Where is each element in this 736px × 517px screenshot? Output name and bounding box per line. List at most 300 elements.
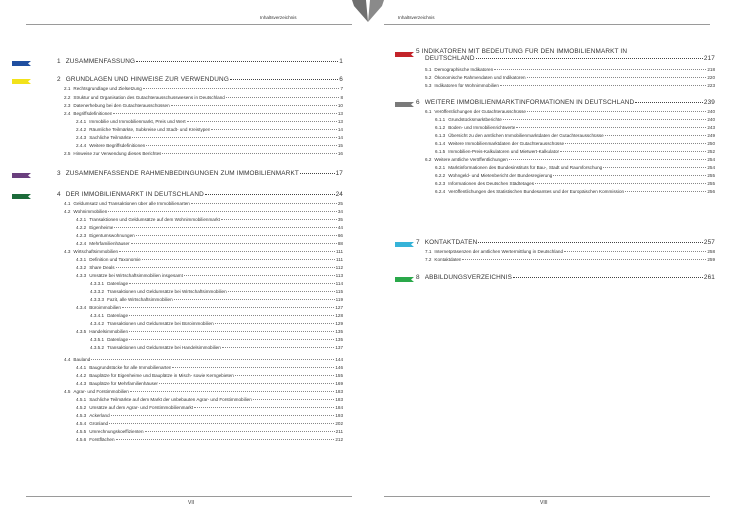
toc-chapter-2[interactable] <box>57 76 343 83</box>
toc-entry-4-2[interactable] <box>64 209 343 214</box>
toc-entry-number: 4.3.4 <box>76 305 87 310</box>
toc-entry-title: Übersicht zu den amtlichen Immobilienmarktdaten der Gutachterausschüsse <box>448 133 604 138</box>
toc-dot-leader <box>129 331 334 332</box>
toc-entry-4-3-5-2[interactable] <box>90 345 343 350</box>
toc-entry-title: Immobilien-Preis-Kalkulatoren und Mietwert-Kalkulator <box>448 149 560 154</box>
toc-entry-number: 7.1 <box>425 249 432 254</box>
toc-entry-number: 4.4 <box>64 357 71 362</box>
toc-entry-2-5[interactable] <box>64 151 343 156</box>
toc-entry-number: 4.3 <box>64 249 71 254</box>
toc-entry-2-4[interactable] <box>64 111 343 116</box>
toc-entry-2-2[interactable] <box>64 95 343 100</box>
toc-entry-4-3-3-1[interactable] <box>90 281 343 286</box>
toc-entry-number: 4.3.5.1 <box>90 337 105 342</box>
toc-entry-2-4-1[interactable] <box>76 119 343 124</box>
toc-dot-leader <box>300 173 335 174</box>
toc-entry-number: 6.1.2 <box>435 125 446 130</box>
toc-entry-number: 4.1 <box>64 201 71 206</box>
toc-entry-number: 4 <box>57 191 61 198</box>
toc-dot-leader <box>109 423 334 424</box>
toc-dot-leader <box>142 259 335 260</box>
toc-entry-page: 240 <box>707 109 715 114</box>
toc-entry-page: 211 <box>335 429 343 434</box>
toc-entry-title: Weitere amtliche Veröffentlichungen <box>434 157 508 162</box>
toc-entry-page: 258 <box>707 249 715 254</box>
toc-entry-number: 4.5.1 <box>76 397 87 402</box>
toc-entry-title: Ökonomische Rahmendaten und Indikatoren <box>434 75 526 80</box>
toc-entry-title: DER IMMOBILIENMARKT IN DEUTSCHLAND <box>65 191 204 198</box>
toc-dot-leader <box>132 137 337 138</box>
toc-entry-page: 256 <box>707 189 715 194</box>
toc-entry-number: 6.1.1 <box>435 117 446 122</box>
toc-entry-page: 13 <box>337 119 343 124</box>
gutter-tab-icon <box>352 0 384 26</box>
toc-entry-4-3-5[interactable] <box>76 329 343 334</box>
toc-entry-4-4-1[interactable] <box>76 365 343 370</box>
toc-dot-leader <box>527 111 706 112</box>
toc-entry-number: 4.5.6 <box>76 437 87 442</box>
toc-entry-page: 35 <box>337 217 343 222</box>
toc-dot-leader <box>146 145 337 146</box>
toc-entry-title: Veröffentlichungen des Statistischen Bundesamtes und der Europäischen Kommission <box>448 189 625 194</box>
toc-entry-number: 4.3.4.2 <box>90 321 105 326</box>
toc-dot-leader <box>184 275 335 276</box>
toc-entry-page: 217 <box>703 55 715 62</box>
toc-entry-number: 2 <box>57 76 61 83</box>
toc-entry-page: 135 <box>335 337 343 342</box>
toc-dot-leader <box>603 167 706 168</box>
toc-entry-page: 128 <box>335 313 343 318</box>
toc-entry-4-1[interactable] <box>64 201 343 206</box>
toc-entry-title: Boden- und Immobilienrichtwerte <box>448 125 516 130</box>
toc-entry-title: Kontaktdaten <box>434 257 462 262</box>
toc-entry-title: Baugrundstücke für alle Immobilienarten <box>89 365 172 370</box>
toc-entry-number: 2.4.3 <box>76 135 87 140</box>
toc-chapter-5-line1[interactable] <box>416 48 715 55</box>
toc-entry-title: ABBILDUNGSVERZEICHNIS <box>424 274 513 281</box>
toc-chapter-1[interactable] <box>57 58 343 65</box>
toc-entry-4-5-3[interactable] <box>76 413 343 418</box>
toc-entry-number: 2.4.1 <box>76 119 87 124</box>
chapter-3-flag-icon <box>12 173 31 178</box>
toc-entry-title: Sachliche Teilmärkte <box>89 135 132 140</box>
toc-entry-6-2[interactable] <box>425 157 715 162</box>
toc-entry-page: 220 <box>707 75 715 80</box>
toc-dot-leader <box>174 299 335 300</box>
toc-entry-4-3-4-1[interactable] <box>90 313 343 318</box>
toc-entry-4-2-2[interactable] <box>76 225 343 230</box>
right-footer-rule <box>384 496 710 497</box>
toc-entry-page: 112 <box>335 265 343 270</box>
toc-entry-number: 2.4.4 <box>76 143 87 148</box>
toc-dot-leader <box>553 175 706 176</box>
toc-dot-leader <box>136 61 338 62</box>
toc-entry-page: 15 <box>337 143 343 148</box>
toc-entry-title: Wohnimmobilien <box>73 209 108 214</box>
toc-entry-page: 115 <box>335 289 343 294</box>
toc-entry-page: 24 <box>335 191 343 198</box>
toc-entry-number: 5.1 <box>425 67 432 72</box>
toc-entry-page: 202 <box>335 421 343 426</box>
toc-dot-leader <box>462 259 706 260</box>
toc-entry-4-3-5-1[interactable] <box>90 337 343 342</box>
toc-entry-6-1-5[interactable] <box>435 149 715 154</box>
toc-entry-number: 6.1 <box>425 109 432 114</box>
toc-entry-number: 4.4.1 <box>76 365 87 370</box>
toc-dot-leader <box>108 211 337 212</box>
toc-entry-title: Transaktionen und Geldumsätze bei Handelsimmobilien <box>107 345 221 350</box>
toc-entry-title: Definition und Taxonomie <box>89 257 141 262</box>
toc-entry-number: 2.3 <box>64 103 71 108</box>
toc-dot-leader <box>235 375 335 376</box>
toc-entry-number: 6.2.3 <box>435 181 446 186</box>
chapter-6-flag-icon <box>395 102 414 107</box>
toc-entry-4-3[interactable] <box>64 249 343 254</box>
toc-dot-leader <box>494 69 706 70</box>
toc-entry-title: Transaktionen und Geldumsätze bei Büroimmobilien <box>107 321 214 326</box>
toc-entry-4-3-2[interactable] <box>76 265 343 270</box>
toc-entry-page: 6 <box>339 76 343 83</box>
toc-entry-page: 146 <box>335 365 343 370</box>
toc-entry-page: 13 <box>337 111 343 116</box>
toc-entry-6-2-1[interactable] <box>435 165 715 170</box>
toc-entry-page: 184 <box>335 405 343 410</box>
toc-entry-number: 1 <box>57 58 61 65</box>
toc-dot-leader <box>535 183 706 184</box>
right-page <box>368 0 736 517</box>
toc-dot-leader <box>503 119 706 120</box>
toc-chapter-7[interactable] <box>416 239 715 246</box>
toc-entry-page: 218 <box>707 67 715 72</box>
toc-entry-page: 25 <box>337 201 343 206</box>
toc-entry-page: 252 <box>707 149 715 154</box>
toc-entry-2-4-4[interactable] <box>76 143 343 148</box>
chapter-4-flag-icon <box>12 194 31 199</box>
toc-entry-title: Büroimmobilien <box>89 305 121 310</box>
toc-entry-number: 6.1.4 <box>435 141 446 146</box>
toc-dot-leader <box>635 102 703 103</box>
toc-entry-title: Transaktionen und Geldumsätze auf dem Wohnimmobilienmarkt <box>89 217 220 222</box>
toc-entry-number: 2.4 <box>64 111 71 116</box>
toc-entry-page: 88 <box>337 241 343 246</box>
toc-entry-5-3[interactable] <box>425 83 715 88</box>
toc-dot-leader <box>116 439 335 440</box>
toc-entry-5-1[interactable] <box>425 67 715 72</box>
toc-dot-leader <box>191 203 337 204</box>
toc-entry-page: 257 <box>703 239 715 246</box>
toc-entry-page: 66 <box>337 233 343 238</box>
toc-entry-number: 6.2.4 <box>435 189 446 194</box>
toc-entry-number: 2.1 <box>64 86 71 91</box>
left-page-number: VII <box>188 500 195 506</box>
toc-entry-title: KONTAKTDATEN <box>424 239 478 246</box>
toc-dot-leader <box>143 88 340 89</box>
toc-entry-page: 8 <box>340 95 343 100</box>
chapter-5-flag-icon <box>395 52 414 57</box>
toc-entry-title: Datenerhebung bei den Gutachterausschüssen <box>73 103 170 108</box>
toc-chapter-3[interactable] <box>57 170 343 177</box>
toc-entry-2-1[interactable] <box>64 86 343 91</box>
toc-entry-4-4-2[interactable] <box>76 373 343 378</box>
toc-dot-leader <box>129 283 335 284</box>
toc-dot-leader <box>527 77 707 78</box>
toc-entry-title: Wirtschaftsimmobilien <box>73 249 119 254</box>
toc-dot-leader <box>564 251 706 252</box>
toc-entry-number: 2.5 <box>64 151 71 156</box>
toc-entry-page: 7 <box>340 86 343 91</box>
toc-entry-4-3-4[interactable] <box>76 305 343 310</box>
toc-entry-number: 6.2.1 <box>435 165 446 170</box>
toc-entry-number: 6.1.3 <box>435 133 446 138</box>
toc-dot-leader <box>516 127 706 128</box>
toc-dot-leader <box>513 277 703 278</box>
toc-entry-6-1[interactable] <box>425 109 715 114</box>
toc-entry-number: 4.4.3 <box>76 381 87 386</box>
toc-entry-page: 255 <box>707 181 715 186</box>
toc-entry-4-5[interactable] <box>64 389 343 394</box>
toc-dot-leader <box>145 431 335 432</box>
toc-entry-title: Veröffentlichungen der Gutachterausschüsse <box>434 109 526 114</box>
toc-entry-number: 5 <box>416 48 420 55</box>
toc-entry-page: 250 <box>707 141 715 146</box>
toc-entry-4-5-1[interactable] <box>76 397 343 402</box>
toc-dot-leader <box>171 105 337 106</box>
toc-entry-title: Eigenheime <box>89 225 114 230</box>
toc-chapter-4[interactable] <box>57 191 343 198</box>
toc-entry-2-4-2[interactable] <box>76 127 343 132</box>
toc-dot-leader <box>113 113 336 114</box>
toc-dot-leader <box>119 251 335 252</box>
toc-entry-4-5-6[interactable] <box>76 437 343 442</box>
toc-entry-title: Sachliche Teilmärkte auf dem Markt der unbebauten Agrar- und Forstimmobilien <box>89 397 252 402</box>
toc-chapter-8[interactable] <box>416 274 715 281</box>
toc-entry-title: Share Deals <box>89 265 115 270</box>
toc-entry-6-2-3[interactable] <box>435 181 715 186</box>
toc-entry-page: 144 <box>335 357 343 362</box>
toc-entry-number: 7 <box>416 239 420 246</box>
toc-entry-title: Rechtsgrundlage und Zielsetzung <box>73 86 142 91</box>
toc-entry-title: Eigentumswohnungen <box>89 233 135 238</box>
toc-entry-title: Bauplätze für Mehrfamilienhäuser <box>89 381 158 386</box>
toc-entry-page: 254 <box>707 157 715 162</box>
toc-entry-title: Umsätze bei Wirtschaftsimmobilien insgesamt <box>89 273 183 278</box>
toc-entry-number: 7.2 <box>425 257 432 262</box>
toc-entry-4-5-2[interactable] <box>76 405 343 410</box>
toc-entry-title: Internetpräsenzen der amtlichen Wertermittlung in Deutschland <box>434 249 563 254</box>
toc-entry-title-continued: DEUTSCHLAND <box>425 55 475 62</box>
toc-chapter-5-line2[interactable] <box>425 55 715 62</box>
toc-entry-title: Begriffsdefinitionen <box>73 111 113 116</box>
toc-entry-number: 4.3.1 <box>76 257 87 262</box>
right-page-number: VIII <box>540 500 548 506</box>
toc-dot-leader <box>159 383 334 384</box>
toc-dot-leader <box>194 407 334 408</box>
toc-entry-number: 5.2 <box>425 75 432 80</box>
toc-dot-leader <box>253 399 335 400</box>
toc-entry-number: 4.2 <box>64 209 71 214</box>
toc-entry-number: 4.5.3 <box>76 413 87 418</box>
toc-dot-leader <box>111 415 335 416</box>
toc-entry-title: Räumliche Teilmärkte, Subkreise und Stadt- und Kreistypen <box>89 127 211 132</box>
toc-entry-4-2-4[interactable] <box>76 241 343 246</box>
toc-entry-7-1[interactable] <box>425 249 715 254</box>
toc-entry-page: 223 <box>707 83 715 88</box>
toc-entry-number: 4.2.4 <box>76 241 87 246</box>
toc-entry-number: 6 <box>416 99 420 106</box>
toc-entry-number: 4.3.5.2 <box>90 345 105 350</box>
toc-entry-number: 6.2 <box>425 157 432 162</box>
toc-entry-number: 4.5.2 <box>76 405 87 410</box>
toc-entry-number: 4.5.5 <box>76 429 87 434</box>
toc-entry-4-3-3-2[interactable] <box>90 289 343 294</box>
toc-entry-6-1-1[interactable] <box>435 117 715 122</box>
toc-entry-title: Datenlage <box>107 281 129 286</box>
toc-entry-page: 239 <box>703 99 715 106</box>
toc-entry-number: 4.4.2 <box>76 373 87 378</box>
toc-entry-page: 155 <box>335 373 343 378</box>
toc-entry-title: Marktinformationen des Bundesinstituts für Bau-, Stadt und Raumforschung <box>448 165 603 170</box>
toc-entry-number: 4.5 <box>64 389 71 394</box>
toc-entry-4-4-3[interactable] <box>76 381 343 386</box>
toc-chapter-6[interactable] <box>416 99 715 106</box>
toc-entry-title: WEITERE IMMOBILIENMARKTINFORMATIONEN IN DEUTSCHLAND <box>424 99 635 106</box>
toc-entry-6-1-3[interactable] <box>435 133 715 138</box>
toc-entry-6-1-2[interactable] <box>435 125 715 130</box>
toc-entry-title: GRUNDLAGEN UND HINWEISE ZUR VERWENDUNG <box>65 76 229 83</box>
toc-entry-title: ZUSAMMENFASSUNG <box>65 58 136 65</box>
toc-entry-page: 34 <box>337 209 343 214</box>
toc-dot-leader <box>136 235 337 236</box>
toc-entry-number: 4.3.4.1 <box>90 313 105 318</box>
toc-entry-number: 2.4.2 <box>76 127 87 132</box>
toc-dot-leader <box>230 79 338 80</box>
toc-entry-6-2-2[interactable] <box>435 173 715 178</box>
toc-entry-5-2[interactable] <box>425 75 715 80</box>
toc-entry-page: 44 <box>337 225 343 230</box>
toc-entry-page: 14 <box>337 135 343 140</box>
toc-entry-title: Immobilie und Immobilienmarkt, Preis und Wert <box>89 119 186 124</box>
toc-entry-page: 135 <box>335 329 343 334</box>
toc-entry-title: Struktur und Organisation des Gutachterausschusswesens in Deutschland <box>73 95 225 100</box>
toc-entry-number: 5.3 <box>425 83 432 88</box>
toc-entry-2-4-3[interactable] <box>76 135 343 140</box>
toc-dot-leader <box>221 219 337 220</box>
toc-entry-number: 4.3.3.1 <box>90 281 105 286</box>
toc-entry-4-3-3[interactable] <box>76 273 343 278</box>
toc-entry-number: 6.1.5 <box>435 149 446 154</box>
toc-entry-4-3-1[interactable] <box>76 257 343 262</box>
toc-entry-7-2[interactable] <box>425 257 715 262</box>
toc-entry-page: 129 <box>335 321 343 326</box>
left-header-label: Inhaltsverzeichnis <box>260 15 297 20</box>
toc-dot-leader <box>215 323 335 324</box>
toc-dot-leader <box>228 291 335 292</box>
toc-entry-title: Weitere Begriffsdefinitionen <box>89 143 146 148</box>
toc-entry-title: ZUSAMMENFASSENDE RAHMENBEDINGUNGEN ZUM IMMOBILIENMARKT <box>65 170 299 177</box>
toc-dot-leader <box>625 191 706 192</box>
toc-entry-page: 259 <box>707 257 715 262</box>
toc-entry-title: Mehrfamilienhäuser <box>89 241 130 246</box>
toc-entry-title: Umsätze auf dem Agrar- und Forstimmobilienmarkt <box>89 405 194 410</box>
toc-entry-4-2-3[interactable] <box>76 233 343 238</box>
left-footer-rule <box>26 496 352 497</box>
toc-entry-page: 10 <box>337 103 343 108</box>
toc-entry-title: Wohngeld- und Mietenbericht der Bundesregierung <box>448 173 553 178</box>
toc-entry-4-3-4-2[interactable] <box>90 321 343 326</box>
toc-entry-page: 127 <box>335 305 343 310</box>
toc-entry-number: 4.2.1 <box>76 217 87 222</box>
toc-dot-leader <box>509 159 707 160</box>
toc-dot-leader <box>162 153 336 154</box>
toc-entry-page: 254 <box>707 165 715 170</box>
toc-entry-title: Informationen des Deutschen Städtetages <box>448 181 535 186</box>
toc-entry-2-3[interactable] <box>64 103 343 108</box>
toc-dot-leader <box>130 391 335 392</box>
toc-entry-page: 114 <box>335 281 343 286</box>
toc-entry-page: 212 <box>335 437 343 442</box>
toc-entry-6-1-4[interactable] <box>435 141 715 146</box>
toc-dot-leader <box>122 307 334 308</box>
toc-entry-title: Datenlage <box>107 313 129 318</box>
toc-entry-number: 3 <box>57 170 61 177</box>
toc-entry-page: 255 <box>707 173 715 178</box>
toc-entry-title: Fazit, alle Wirtschaftsimmobilien <box>107 297 173 302</box>
toc-entry-title: Hinweise zur Verwendung dieses Berichtes <box>73 151 162 156</box>
toc-entry-4-2-1[interactable] <box>76 217 343 222</box>
toc-entry-page: 1 <box>339 58 343 65</box>
toc-entry-title: Umrechnungskoeffizienten <box>89 429 144 434</box>
toc-entry-title: Weitere Immobilienmarktdaten der Gutachterausschüsse <box>448 141 565 146</box>
toc-entry-page: 111 <box>336 257 343 262</box>
toc-entry-number: 4.3.3 <box>76 273 87 278</box>
toc-entry-title: INDIKATOREN MIT BEDEUTUNG FÜR DEN IMMOBILIENMARKT IN <box>419 48 628 55</box>
toc-entry-page: 119 <box>335 297 343 302</box>
toc-entry-page: 137 <box>335 345 343 350</box>
toc-dot-leader <box>129 339 334 340</box>
toc-entry-page: 193 <box>335 413 343 418</box>
toc-entry-6-2-4[interactable] <box>435 189 715 194</box>
toc-entry-page: 183 <box>335 389 343 394</box>
toc-entry-title: Transaktionen und Geldumsätze bei Wirtschaftsimmobilien <box>107 289 227 294</box>
toc-dot-leader <box>500 85 706 86</box>
toc-entry-4-3-3-3[interactable] <box>90 297 343 302</box>
toc-entry-page: 183 <box>335 397 343 402</box>
right-toc <box>368 0 736 517</box>
toc-dot-leader <box>91 359 334 360</box>
toc-entry-4-5-4[interactable] <box>76 421 343 426</box>
toc-entry-title: Demographische Indikatoren <box>434 67 494 72</box>
toc-entry-number: 2.2 <box>64 95 71 100</box>
toc-entry-page: 261 <box>703 274 715 281</box>
toc-entry-page: 169 <box>335 381 343 386</box>
toc-dot-leader <box>226 97 340 98</box>
toc-entry-4-4[interactable] <box>64 357 343 362</box>
toc-entry-page: 111 <box>336 249 343 254</box>
toc-entry-title: Bauplätze für Eigenheime und Bauplätze in Misch- sowie Kerngebieten <box>89 373 234 378</box>
toc-entry-4-5-5[interactable] <box>76 429 343 434</box>
toc-entry-title: Bauland <box>73 357 91 362</box>
toc-entry-page: 14 <box>337 127 343 132</box>
right-header-label: Inhaltsverzeichnis <box>398 15 435 20</box>
toc-dot-leader <box>131 243 337 244</box>
chapter-7-flag-icon <box>395 242 414 247</box>
toc-entry-number: 4.3.2 <box>76 265 87 270</box>
toc-entry-page: 249 <box>707 133 715 138</box>
toc-entry-number: 4.2.2 <box>76 225 87 230</box>
toc-entry-title: Grundstücksmarktberichte <box>448 117 502 122</box>
toc-entry-number: 8 <box>416 274 420 281</box>
toc-entry-title: Agrar- und Forstimmobilien <box>73 389 129 394</box>
